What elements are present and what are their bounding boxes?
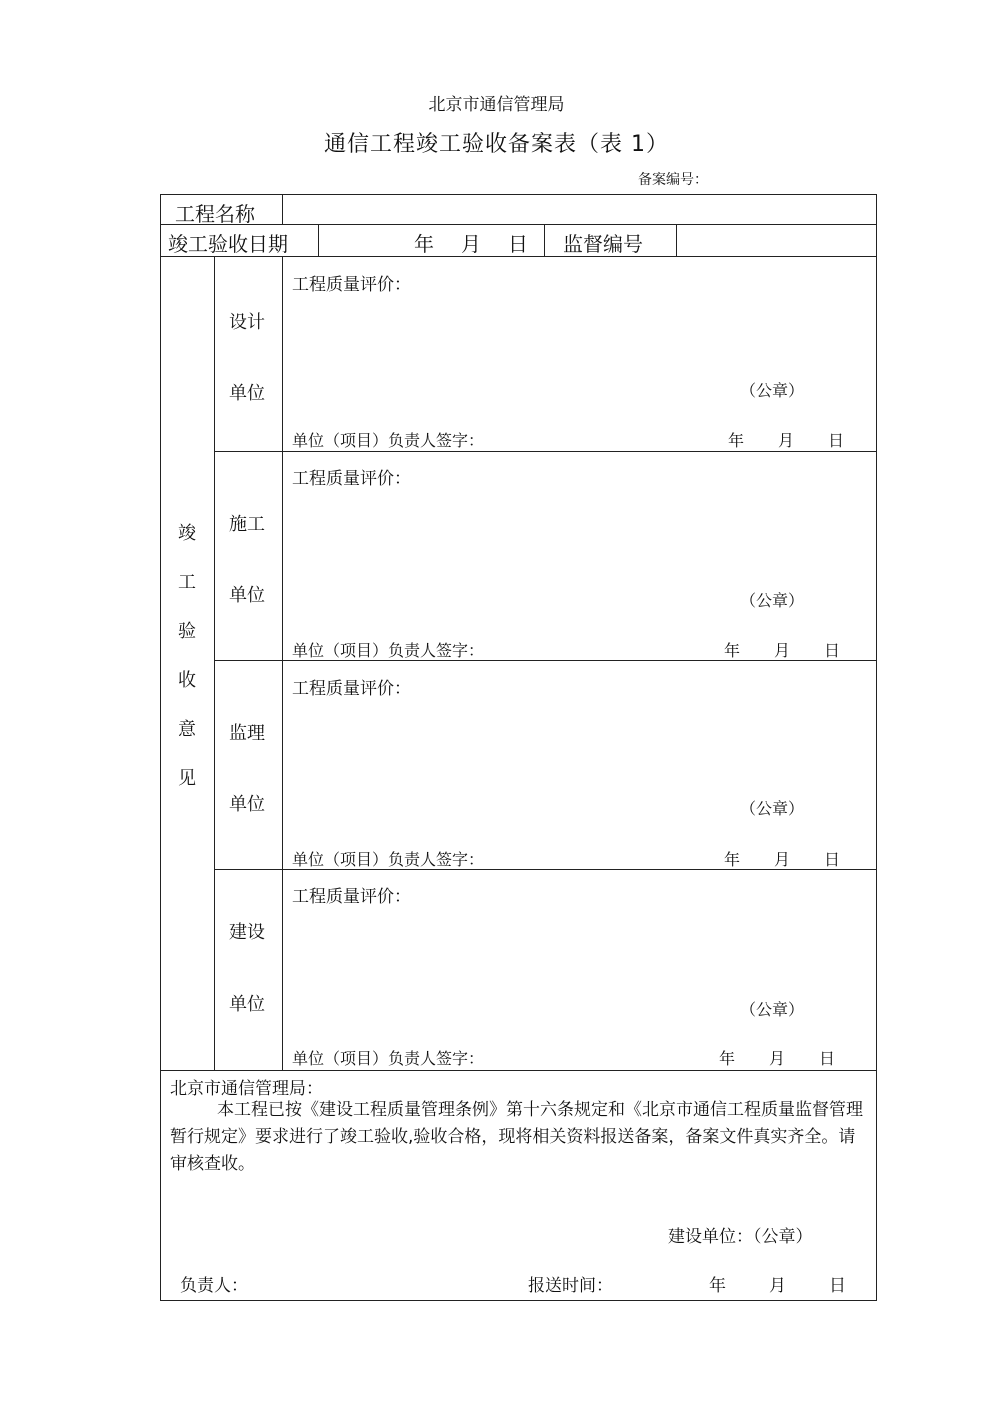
section-char: 竣 bbox=[178, 523, 196, 544]
sign-year: 年 bbox=[719, 1049, 736, 1068]
row-divider bbox=[214, 451, 877, 452]
section-char: 工 bbox=[178, 572, 196, 593]
col-divider bbox=[544, 224, 545, 256]
form-title: 通信工程竣工验收备案表（表 1） bbox=[324, 132, 669, 157]
table-border-left bbox=[160, 194, 161, 1300]
signer-label: 单位（项目）负责人签字： bbox=[292, 850, 485, 869]
section-char: 验 bbox=[178, 621, 196, 642]
row-divider bbox=[160, 224, 877, 225]
project-name-label: 工程名称 bbox=[175, 202, 255, 226]
table-border-top bbox=[160, 194, 877, 195]
col-divider bbox=[214, 256, 215, 1070]
quality-evaluation-label: 工程质量评价： bbox=[292, 887, 411, 907]
builder-stamp-label: 建设单位：（公章） bbox=[668, 1227, 813, 1247]
sign-day: 日 bbox=[819, 1049, 836, 1068]
official-stamp-label: （公章） bbox=[740, 1000, 805, 1019]
col-divider bbox=[282, 194, 283, 224]
submission-addressee: 北京市通信管理局： bbox=[170, 1079, 323, 1099]
official-stamp-label: （公章） bbox=[740, 799, 805, 818]
sign-year: 年 bbox=[724, 850, 741, 869]
unit-name-line2: 单位 bbox=[229, 383, 265, 404]
unit-name-line2: 单位 bbox=[229, 794, 265, 815]
sign-year: 年 bbox=[728, 431, 745, 450]
col-divider bbox=[318, 224, 319, 256]
sign-month: 月 bbox=[774, 850, 791, 869]
table-border-bottom bbox=[160, 1300, 877, 1301]
unit-name-line1: 设计 bbox=[229, 312, 265, 333]
row-divider bbox=[160, 1070, 877, 1071]
date-year-label: 年 bbox=[414, 232, 434, 256]
submit-month: 月 bbox=[769, 1276, 786, 1296]
sign-month: 月 bbox=[774, 641, 791, 660]
table-border-right bbox=[876, 194, 877, 1300]
signer-label: 单位（项目）负责人签字： bbox=[292, 641, 485, 660]
sign-month: 月 bbox=[778, 431, 795, 450]
unit-name-line1: 监理 bbox=[229, 723, 265, 744]
section-char: 收 bbox=[178, 670, 196, 691]
responsible-person-label: 负责人： bbox=[180, 1276, 248, 1296]
section-char: 意 bbox=[178, 719, 196, 740]
signer-label: 单位（项目）负责人签字： bbox=[292, 431, 485, 450]
sign-month: 月 bbox=[769, 1049, 786, 1068]
unit-name-line1: 建设 bbox=[229, 922, 265, 943]
col-divider bbox=[282, 256, 283, 1070]
date-month-label: 月 bbox=[461, 232, 481, 256]
sign-day: 日 bbox=[828, 431, 845, 450]
official-stamp-label: （公章） bbox=[740, 381, 805, 400]
unit-name-line1: 施工 bbox=[229, 514, 265, 535]
signer-label: 单位（项目）负责人签字： bbox=[292, 1049, 485, 1068]
quality-evaluation-label: 工程质量评价： bbox=[292, 275, 411, 295]
submission-body: 本工程已按《建设工程质量管理条例》第十六条规定和《北京市通信工程质量监督管理暂行规定》要求进行了竣工验收,验收合格，现将相关资料报送备案，备案文件真实齐全。请审核查收。 bbox=[170, 1100, 863, 1174]
sign-year: 年 bbox=[724, 641, 741, 660]
sign-day: 日 bbox=[824, 850, 841, 869]
record-number-label: 备案编号： bbox=[638, 172, 708, 188]
quality-evaluation-label: 工程质量评价： bbox=[292, 469, 411, 489]
sign-day: 日 bbox=[824, 641, 841, 660]
submit-time-label: 报送时间： bbox=[528, 1276, 613, 1296]
unit-name-line2: 单位 bbox=[229, 994, 265, 1015]
official-stamp-label: （公章） bbox=[740, 591, 805, 610]
col-divider bbox=[676, 224, 677, 256]
organization-heading: 北京市通信管理局 bbox=[428, 95, 565, 115]
unit-name-line2: 单位 bbox=[229, 585, 265, 606]
completion-date-label: 竣工验收日期 bbox=[168, 232, 288, 256]
submit-day: 日 bbox=[829, 1276, 846, 1296]
date-day-label: 日 bbox=[508, 232, 528, 256]
supervision-no-label: 监督编号 bbox=[563, 232, 643, 256]
section-char: 见 bbox=[178, 768, 196, 789]
submit-year: 年 bbox=[709, 1276, 726, 1296]
quality-evaluation-label: 工程质量评价： bbox=[292, 679, 411, 699]
